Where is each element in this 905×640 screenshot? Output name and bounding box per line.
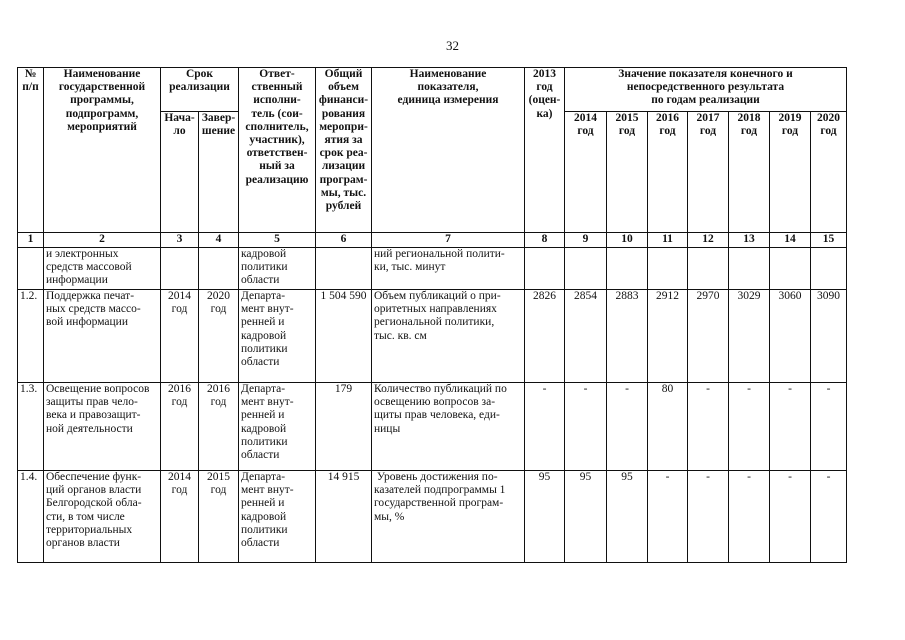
row-value-2019 — [770, 248, 811, 290]
header-values-group: Значение показателя конечного и непосредственного результата по годам реализации — [565, 68, 847, 112]
col-number: 10 — [607, 233, 648, 248]
row-value-2013 — [525, 248, 565, 290]
col-number: 7 — [372, 233, 525, 248]
row-value-2018: 3029 — [729, 290, 770, 383]
header-year-2015: 2015 год — [607, 112, 648, 233]
row-value-2016: 2912 — [648, 290, 688, 383]
row-name: Обеспечение функ- ций органов власти Белгородской обла- сти, в том числе территориальных органов власти — [44, 471, 161, 563]
row-start: 2016 год — [161, 383, 199, 471]
row-responsible: Департа- мент внут- ренней и кадровой политики области — [239, 383, 316, 471]
row-end: 2020 год — [199, 290, 239, 383]
row-value-2020: 3090 — [811, 290, 847, 383]
row-name: Освещение вопросов защиты прав чело- века и правозащит- ной деятельности — [44, 383, 161, 471]
row-responsible: Департа- мент внут- ренней и кадровой политики области — [239, 290, 316, 383]
row-start — [161, 248, 199, 290]
header-name: Наименование государственной программы, подпрограмм, мероприятий — [44, 68, 161, 233]
row-end: 2015 год — [199, 471, 239, 563]
table-row — [18, 383, 847, 471]
row-indicator: ний региональной полити- ки, тыс. минут — [372, 248, 525, 290]
col-number: 13 — [729, 233, 770, 248]
row-volume: 1 504 590 — [316, 290, 372, 383]
row-value-2020: - — [811, 471, 847, 563]
row-responsible: Департа- мент внут- ренней и кадровой политики области — [239, 471, 316, 563]
row-indicator: Уровень достижения по- казателей подпрограммы 1 государственной програм- мы, % — [372, 471, 525, 563]
row-value-2014 — [565, 248, 607, 290]
row-end: 2016 год — [199, 383, 239, 471]
row-value-2018: - — [729, 471, 770, 563]
row-num: 1.3. — [18, 383, 44, 471]
row-start: 2014 год — [161, 290, 199, 383]
row-value-2018 — [729, 248, 770, 290]
row-volume: 14 915 — [316, 471, 372, 563]
row-value-2016: 80 — [648, 383, 688, 471]
header-year-2016: 2016 год — [648, 112, 688, 233]
row-num: 1.2. — [18, 290, 44, 383]
col-number: 12 — [688, 233, 729, 248]
row-value-2019: - — [770, 471, 811, 563]
col-number: 14 — [770, 233, 811, 248]
header-end: Завер- шение — [199, 112, 239, 233]
row-end — [199, 248, 239, 290]
row-value-2015: - — [607, 383, 648, 471]
row-value-2017: - — [688, 383, 729, 471]
row-value-2013: - — [525, 383, 565, 471]
row-volume: 179 — [316, 383, 372, 471]
row-responsible: кадровой политики области — [239, 248, 316, 290]
row-volume — [316, 248, 372, 290]
col-number: 8 — [525, 233, 565, 248]
header-year-2017: 2017 год — [688, 112, 729, 233]
page-number: 32 — [446, 38, 459, 53]
header-start: Нача- ло — [161, 112, 199, 233]
header-volume: Общий объем финанси- рования меропри- ятия за срок реа- лизации програм- мы, тыс. рублей — [316, 68, 372, 233]
row-value-2013: 2826 — [525, 290, 565, 383]
col-number: 4 — [199, 233, 239, 248]
row-value-2019: 3060 — [770, 290, 811, 383]
table-row — [18, 290, 847, 383]
row-value-2014: 95 — [565, 471, 607, 563]
col-number: 2 — [44, 233, 161, 248]
row-num — [18, 248, 44, 290]
row-value-2020 — [811, 248, 847, 290]
row-value-2020: - — [811, 383, 847, 471]
header-num: № п/п — [18, 68, 44, 233]
column-numbers-row — [18, 233, 847, 248]
row-value-2015 — [607, 248, 648, 290]
row-start: 2014 год — [161, 471, 199, 563]
header-term: Срок реализации — [161, 68, 239, 112]
col-number: 3 — [161, 233, 199, 248]
col-number: 15 — [811, 233, 847, 248]
row-value-2014: 2854 — [565, 290, 607, 383]
row-value-2019: - — [770, 383, 811, 471]
row-value-2013: 95 — [525, 471, 565, 563]
row-value-2015: 95 — [607, 471, 648, 563]
row-value-2015: 2883 — [607, 290, 648, 383]
table-row — [18, 471, 847, 563]
header-indicator: Наименование показателя, единица измерения — [372, 68, 525, 233]
col-number: 9 — [565, 233, 607, 248]
row-value-2017: - — [688, 471, 729, 563]
header-year-2014: 2014 год — [565, 112, 607, 233]
header-year-2020: 2020 год — [811, 112, 847, 233]
header-responsible: Ответ- ственный исполни- тель (сои- сполнитель, участник), ответствен- ный за реализацию — [239, 68, 316, 233]
row-value-2014: - — [565, 383, 607, 471]
row-name: Поддержка печат- ных средств массо- вой информации — [44, 290, 161, 383]
row-value-2016: - — [648, 471, 688, 563]
row-value-2017: 2970 — [688, 290, 729, 383]
col-number: 11 — [648, 233, 688, 248]
program-table — [17, 67, 847, 563]
header-2013: 2013 год (оцен- ка) — [525, 68, 565, 233]
row-value-2016 — [648, 248, 688, 290]
table-row — [18, 248, 847, 290]
row-value-2017 — [688, 248, 729, 290]
row-num: 1.4. — [18, 471, 44, 563]
row-name: и электронных средств массовой информации — [44, 248, 161, 290]
header-year-2019: 2019 год — [770, 112, 811, 233]
col-number: 6 — [316, 233, 372, 248]
row-indicator: Объем публикаций о при- оритетных направлениях региональной политики, тыс. кв. см — [372, 290, 525, 383]
row-value-2018: - — [729, 383, 770, 471]
row-indicator: Количество публикаций по освещению вопросов за- щиты прав человека, еди- ницы — [372, 383, 525, 471]
col-number: 5 — [239, 233, 316, 248]
header-year-2018: 2018 год — [729, 112, 770, 233]
col-number: 1 — [18, 233, 44, 248]
